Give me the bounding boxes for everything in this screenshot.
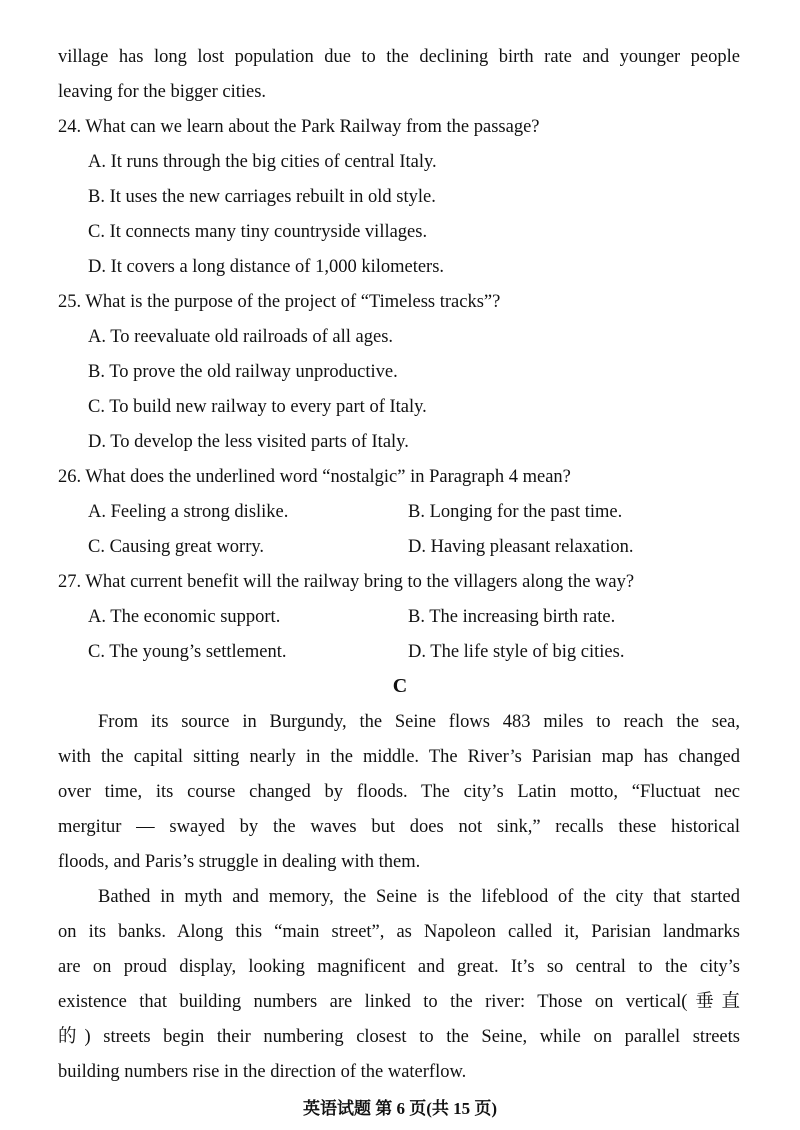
question-26-option-b: B. Longing for the past time. [408,502,623,522]
question-25-option-d: D. To develop the less visited parts of Italy. [88,432,409,452]
passage-line: on its banks. Along this “main street”, as Napoleon called it, Parisian landmarks [58,922,740,942]
page-footer: 英语试题 第 6 页(共 15 页) [302,1099,498,1118]
question-26-option-c: C. Causing great worry. [88,537,265,557]
question-24-option-b: B. It uses the new carriages rebuilt in old style. [88,187,436,207]
question-24-option-a: A. It runs through the big cities of central Italy. [88,152,437,172]
question-26-option-a: A. Feeling a strong dislike. [88,502,289,522]
question-24-stem: 24. What can we learn about the Park Railway from the passage? [58,117,540,137]
question-25-option-c: C. To build new railway to every part of Italy. [88,397,427,417]
question-26-stem: 26. What does the underlined word “nostalgic” in Paragraph 4 mean? [58,467,571,487]
question-25-option-b: B. To prove the old railway unproductive. [88,362,398,382]
section-heading: C [392,675,408,697]
passage-line: From its source in Burgundy, the Seine flows 483 miles to reach the sea, [98,712,740,732]
passage-line: building numbers rise in the direction of the waterflow. [58,1062,467,1082]
passage-line: Bathed in myth and memory, the Seine is the lifeblood of the city that started [98,887,740,907]
passage-line: existence that building numbers are linked to the river: Those on vertical(垂直 [58,992,740,1012]
question-25-option-a: A. To reevaluate old railroads of all ages. [88,327,394,347]
question-27-option-d: D. The life style of big cities. [408,642,625,662]
passage-line: 的) streets begin their numbering closest to the Seine, while on parallel streets [58,1027,740,1047]
question-27-option-b: B. The increasing birth rate. [408,607,616,627]
question-24-option-c: C. It connects many tiny countryside villages. [88,222,428,242]
passage-line: mergitur — swayed by the waves but does not sink,” recalls these historical [58,817,740,837]
intro-line: leaving for the bigger cities. [58,82,267,102]
question-26-option-d: D. Having pleasant relaxation. [408,537,634,557]
question-27-option-c: C. The young’s settlement. [88,642,287,662]
passage-line: are on proud display, looking magnificent and great. It’s so central to the city’s [58,957,740,977]
intro-line: village has long lost population due to the declining birth rate and younger people [58,47,740,67]
question-25-stem: 25. What is the purpose of the project of “Timeless tracks”? [58,292,501,312]
passage-line: floods, and Paris’s struggle in dealing with them. [58,852,421,872]
question-27-stem: 27. What current benefit will the railway bring to the villagers along the way? [58,572,635,592]
question-24-option-d: D. It covers a long distance of 1,000 kilometers. [88,257,445,277]
passage-line: with the capital sitting nearly in the middle. The River’s Parisian map has changed [58,747,740,767]
passage-line: over time, its course changed by floods. The city’s Latin motto, “Fluctuat nec [58,782,740,802]
question-27-option-a: A. The economic support. [88,607,281,627]
